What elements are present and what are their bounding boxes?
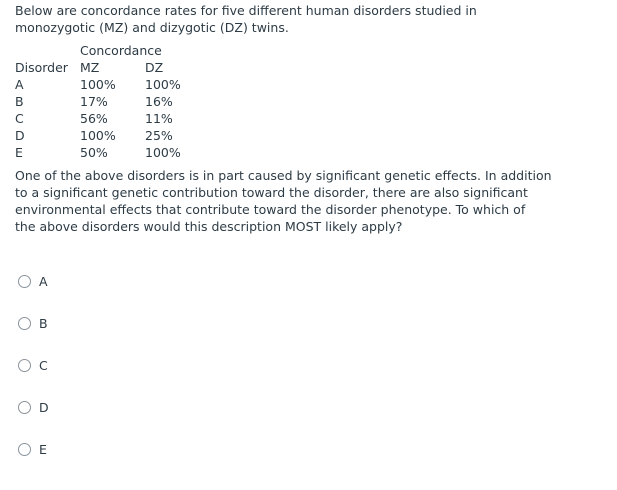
table-cell: D (15, 128, 25, 143)
answer-option-e[interactable] (18, 440, 49, 458)
radio-button[interactable] (18, 443, 31, 456)
table-row (15, 127, 205, 144)
table-cell: 100% (145, 77, 181, 92)
question-body (15, 2, 605, 235)
answer-label: A (39, 273, 48, 289)
answer-label: C (39, 357, 48, 373)
answer-label: E (39, 441, 47, 457)
table-header-cell: DZ (145, 60, 164, 75)
question-prompt (15, 167, 605, 235)
table-cell: 100% (80, 128, 116, 143)
answer-option-b[interactable] (18, 314, 49, 332)
table-group-header: Concordance (80, 43, 162, 58)
intro-line: Below are concordance rates for five different human disorders studied in (15, 3, 477, 18)
table-row (15, 110, 205, 127)
answer-option-a[interactable] (18, 272, 49, 290)
table-cell: 11% (145, 111, 173, 126)
radio-button[interactable] (18, 317, 31, 330)
table-cell: A (15, 77, 24, 92)
table-header-cell: Disorder (15, 60, 68, 75)
answer-label: B (39, 315, 48, 331)
prompt-line: the above disorders would this description MOST likely apply? (15, 219, 403, 234)
table-row (15, 93, 205, 110)
table-row (15, 76, 205, 93)
answer-option-d[interactable] (18, 398, 49, 416)
concordance-table (15, 42, 205, 161)
table-cell: E (15, 145, 23, 160)
intro-line: monozygotic (MZ) and dizygotic (DZ) twins. (15, 20, 289, 35)
prompt-line: to a significant genetic contribution toward the disorder, there are also significant (15, 185, 528, 200)
table-cell: B (15, 94, 24, 109)
table-cell: 100% (145, 145, 181, 160)
table-cell: 17% (80, 94, 108, 109)
table-cell: 25% (145, 128, 173, 143)
table-cell: 100% (80, 77, 116, 92)
radio-button[interactable] (18, 401, 31, 414)
question-intro (15, 2, 605, 36)
prompt-line: environmental effects that contribute toward the disorder phenotype. To which of (15, 202, 526, 217)
radio-button[interactable] (18, 275, 31, 288)
table-cell: C (15, 111, 24, 126)
radio-button[interactable] (18, 359, 31, 372)
prompt-line: One of the above disorders is in part caused by significant genetic effects. In addition (15, 168, 552, 183)
table-cell: 50% (80, 145, 108, 160)
answer-option-c[interactable] (18, 356, 49, 374)
table-header-cell: MZ (80, 60, 100, 75)
table-row (15, 144, 205, 161)
table-cell: 16% (145, 94, 173, 109)
answer-label: D (39, 399, 49, 415)
table-cell: 56% (80, 111, 108, 126)
answer-choices (18, 272, 49, 482)
table-header-row (15, 59, 205, 76)
table-group-header-row (15, 42, 205, 59)
